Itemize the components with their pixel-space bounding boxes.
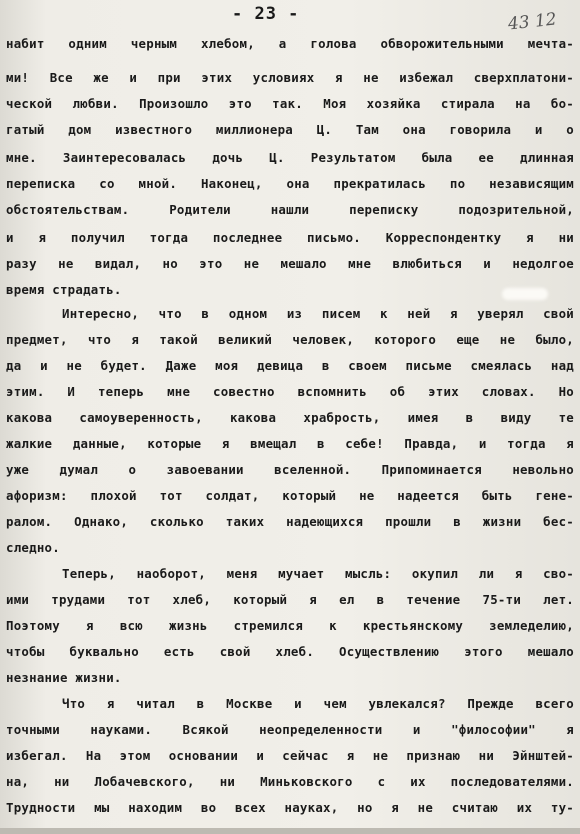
text-line: Поэтому я всю жизнь стремился к крестьянскому земледелию,: [6, 618, 574, 633]
text-line: предмет, что я такой великий человек, которого еще не было,: [6, 332, 574, 347]
text-line: следно.: [6, 540, 60, 555]
page-number: - 23 -: [232, 4, 300, 24]
text-line: обстоятельствам. Родители нашли переписку подозрительной,: [6, 202, 574, 217]
text-line: афоризм: плохой тот солдат, который не надеется быть гене-: [6, 488, 574, 503]
text-line: какова самоуверенность, какова храбрость, имея в виду те: [6, 410, 574, 425]
text-line: ческой любви. Произошло это так. Моя хозяйка стирала на бо-: [6, 96, 574, 111]
archive-number: 43 12: [507, 9, 558, 35]
text-line: жалкие данные, которые я вмещал в себе! Правда, и тогда я: [6, 436, 574, 451]
text-line: ими трудами тот хлеб, который я ел в течение 75-ти лет.: [6, 592, 574, 607]
text-line: разу не видал, но это не мешало мне влюбиться и недолгое: [6, 256, 574, 271]
text-line: этим. И теперь мне совестно вспомнить об этих словах. Но: [6, 384, 574, 399]
text-line: Интересно, что в одном из писем к ней я уверял свой: [62, 306, 574, 321]
text-line: незнание жизни.: [6, 670, 122, 685]
text-line: точными науками. Всякой неопределенности и "философии" я: [6, 722, 574, 737]
text-line: мне. Заинтересовалась дочь Ц. Результатом была ее длинная: [6, 150, 574, 165]
text-line: гатый дом известного миллионера Ц. Там она говорила и о: [6, 122, 574, 137]
text-line: ми! Все же и при этих условиях я не избежал сверхплатони-: [6, 70, 574, 85]
text-line: Трудности мы находим во всех науках, но я не считаю их ту-: [6, 800, 574, 815]
text-line: избегал. На этом основании и сейчас я не признаю ни Эйнштей-: [6, 748, 574, 763]
text-line: переписка со мной. Наконец, она прекратилась по независящим: [6, 176, 574, 191]
text-line: чтобы буквально есть свой хлеб. Осуществлению этого мешало: [6, 644, 574, 659]
text-line: Теперь, наоборот, меня мучает мысль: окупил ли я сво-: [62, 566, 574, 581]
text-line: да и не будет. Даже моя девица в своем письме смеялась над: [6, 358, 574, 373]
text-line: на, ни Лобачевского, ни Миньковского с их последователями.: [6, 774, 574, 789]
text-line: набит одним черным хлебом, а голова обворожительными мечта-: [6, 36, 574, 51]
text-line: ралом. Однако, сколько таких надеющихся прошли в жизни бес-: [6, 514, 574, 529]
text-line: и я получил тогда последнее письмо. Корреспондентку я ни: [6, 230, 574, 245]
text-line: время страдать.: [6, 282, 122, 297]
page-edge: [0, 828, 580, 834]
text-line: Что я читал в Москве и чем увлекался? Прежде всего: [62, 696, 574, 711]
text-line: уже думал о завоевании вселенной. Припоминается невольно: [6, 462, 574, 477]
